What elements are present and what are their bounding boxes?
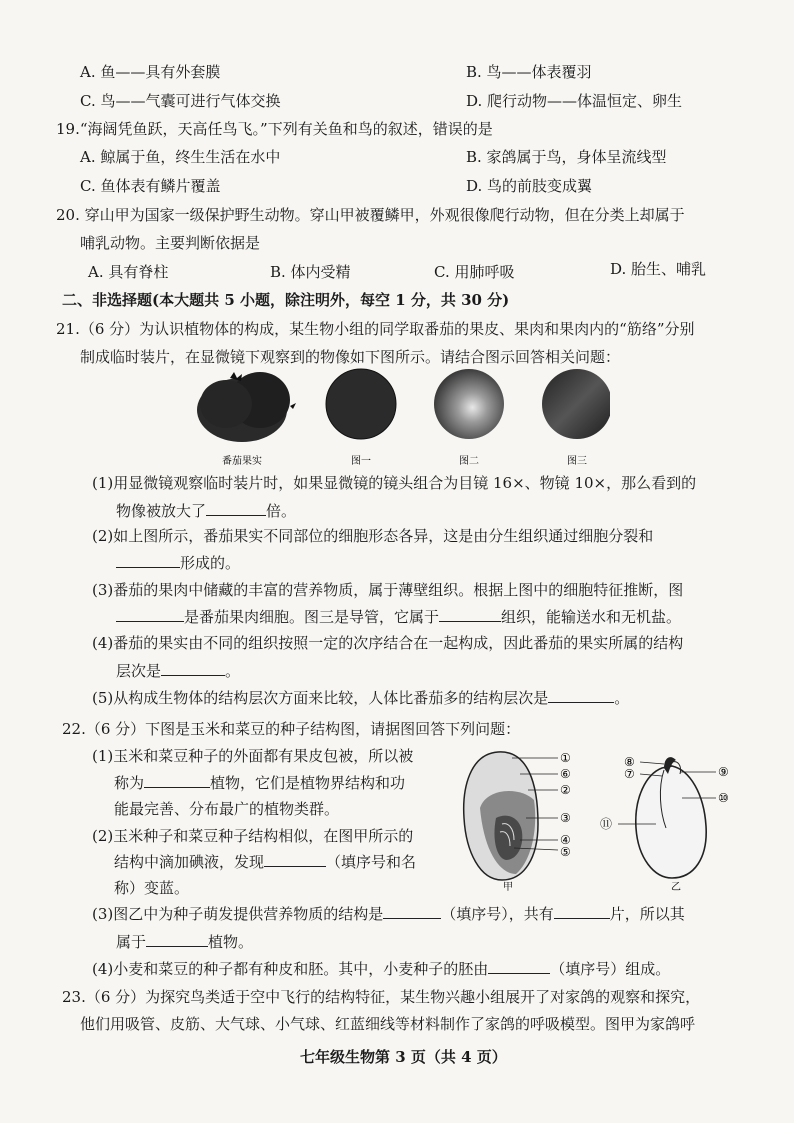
fig-caption-jia: 甲 (503, 882, 513, 893)
q21-sub2-line2: 形成的。 (116, 553, 240, 573)
q22-sub2-line2: 结构中滴加碘液，发现 （填序号和名 (114, 853, 417, 871)
q19-option-d: D. 鸟的前肢变成翼 (466, 177, 593, 195)
q21-sub1-line2: 物像被放大了 倍。 (116, 502, 297, 520)
q21-sub4-line1: (4)番茄的果实由不同的组织按照一定的次序结合在一起构成，因此番茄的果实所属的结构 (92, 634, 684, 652)
q21-stem-line2: 制成临时装片，在显微镜下观察到的物像如下图所示。请结合图示回答相关问题： (80, 348, 621, 366)
answer-blank[interactable] (439, 607, 501, 622)
answer-blank[interactable] (383, 904, 441, 919)
q23-stem-line1: 23.（6 分）为探究鸟类适于空中飞行的结构特征，某生物兴趣小组展开了对家鸽的观察和探究， (62, 988, 701, 1006)
bean-label-11: ⑪ (600, 817, 613, 831)
corn-label-2: ② (560, 783, 571, 797)
corn-label-4: ④ (560, 833, 571, 847)
caption-fig2: 图二 (459, 456, 479, 467)
section-heading: 二、非选择题(本大题共 5 小题，除注明外，每空 1 分，共 30 分) (62, 291, 510, 309)
fig-caption-yi: 乙 (671, 882, 681, 893)
answer-blank[interactable] (116, 553, 180, 568)
option-c: C. 鸟——气囊可进行气体交换 (80, 92, 281, 110)
q19-stem: 19.“海阔凭鱼跃，天高任鸟飞。”下列有关鱼和鸟的叙述，错误的是 (56, 120, 493, 138)
micrograph-1 (326, 369, 396, 439)
q21-sub3-line1: (3)番茄的果肉中储藏的丰富的营养物质，属于薄壁组织。根据上图中的细胞特征推断，图 (92, 581, 684, 599)
q19-option-a: A. 鲸属于鱼，终生生活在水中 (80, 148, 281, 166)
answer-blank[interactable] (161, 661, 225, 676)
corn-label-3: ③ (560, 811, 571, 825)
corn-label-6: ⑥ (560, 767, 571, 781)
q22-stem: 22.（6 分）下图是玉米和菜豆的种子结构图，请据图回答下列问题： (62, 720, 521, 738)
corn-seed-diagram (464, 751, 571, 893)
caption-fig1: 图一 (351, 456, 371, 467)
tomato-fruit-image (197, 372, 296, 442)
caption-fig3: 图三 (567, 456, 587, 467)
answer-blank[interactable] (264, 852, 326, 867)
answer-blank[interactable] (554, 904, 610, 919)
q19-option-c: C. 鱼体表有鳞片覆盖 (80, 177, 221, 195)
q20-option-b: B. 体内受精 (270, 263, 351, 281)
q22-sub3-line2: 属于 植物。 (116, 933, 254, 951)
q22-sub1-line1: (1)玉米和菜豆种子的外面都有果皮包被，所以被 (92, 747, 414, 765)
q21-stem-line1: 21.（6 分）为认识植物体的构成，某生物小组的同学取番茄的果皮、果肉和果肉内的“筋络”分别 (56, 320, 695, 338)
q20-stem-line1: 20. 穿山甲为国家一级保护野生动物。穿山甲被覆鳞甲，外观很像爬行动物，但在分类上却属于 (56, 206, 685, 224)
option-b: B. 鸟——体表覆羽 (466, 63, 592, 81)
q22-sub2-line1: (2)玉米种子和菜豆种子结构相似，在图甲所示的 (92, 827, 414, 845)
page-footer: 七年级生物第 3 页（共 4 页） (300, 1048, 507, 1066)
q21-sub4-line2: 层次是 。 (116, 662, 241, 680)
option-a: A. 鱼——具有外套膜 (80, 63, 221, 81)
bean-label-10: ⑩ (718, 791, 729, 805)
q22-sub4: (4)小麦和菜豆的种子都有种皮和胚。其中，小麦种子的胚由 （填序号）组成。 (92, 960, 671, 978)
answer-blank[interactable] (146, 932, 208, 947)
answer-blank[interactable] (548, 688, 614, 703)
corn-label-1: ① (560, 751, 571, 765)
q22-sub2-line3: 称）变蓝。 (114, 879, 190, 897)
seed-structure-figure (450, 748, 780, 894)
q23-stem-line2: 他们用吸管、皮筋、大气球、小气球、红蓝细线等材料制作了家鸽的呼吸模型。图甲为家鸽呼 (80, 1015, 696, 1033)
corn-label-5: ⑤ (560, 845, 571, 859)
q20-stem-line2: 哺乳动物。主要判断依据是 (80, 234, 261, 252)
q21-sub1-line1: (1)用显微镜观察临时装片时，如果显微镜的镜头组合为目镜 16×、物镜 10×，那么看到的 (92, 474, 697, 492)
answer-blank[interactable] (488, 959, 550, 974)
q22-sub3-line1: (3)图乙中为种子萌发提供营养物质的结构是 （填序号），共有 片，所以其 (92, 905, 685, 923)
q20-option-c: C. 用肺呼吸 (434, 263, 515, 281)
bean-label-7: ⑦ (624, 767, 635, 781)
q19-option-b: B. 家鸽属于鸟，身体呈流线型 (466, 148, 667, 166)
tomato-figure-row (190, 366, 610, 470)
q20-option-d: D. 胎生、哺乳 (610, 260, 707, 278)
option-d: D. 爬行动物——体温恒定、卵生 (466, 92, 683, 110)
micrograph-3 (542, 369, 610, 439)
caption-tomato: 番茄果实 (222, 456, 262, 467)
q21-sub2-line1: (2)如上图所示，番茄果实不同部位的细胞形态各异，这是由分生组织通过细胞分裂和 (92, 527, 654, 545)
q22-sub1-line2: 称为 植物，它们是植物界结构和功 (114, 774, 406, 792)
answer-blank[interactable] (116, 607, 184, 622)
q20-option-a: A. 具有脊柱 (88, 263, 169, 281)
micrograph-2 (434, 369, 504, 439)
answer-blank[interactable] (144, 773, 210, 788)
bean-label-9: ⑨ (718, 765, 729, 779)
q22-sub1-line3: 能最完善、分布最广的植物类群。 (114, 800, 340, 818)
answer-blank[interactable] (206, 501, 266, 516)
bean-label-8: ⑧ (624, 755, 635, 769)
q21-sub3-line2: 是番茄果肉细胞。图三是导管，它属于 组织，能输送水和无机盐。 (116, 607, 681, 627)
bean-seed-diagram (600, 755, 729, 893)
q21-sub5: (5)从构成生物体的结构层次方面来比较，人体比番茄多的结构层次是 。 (92, 689, 630, 707)
